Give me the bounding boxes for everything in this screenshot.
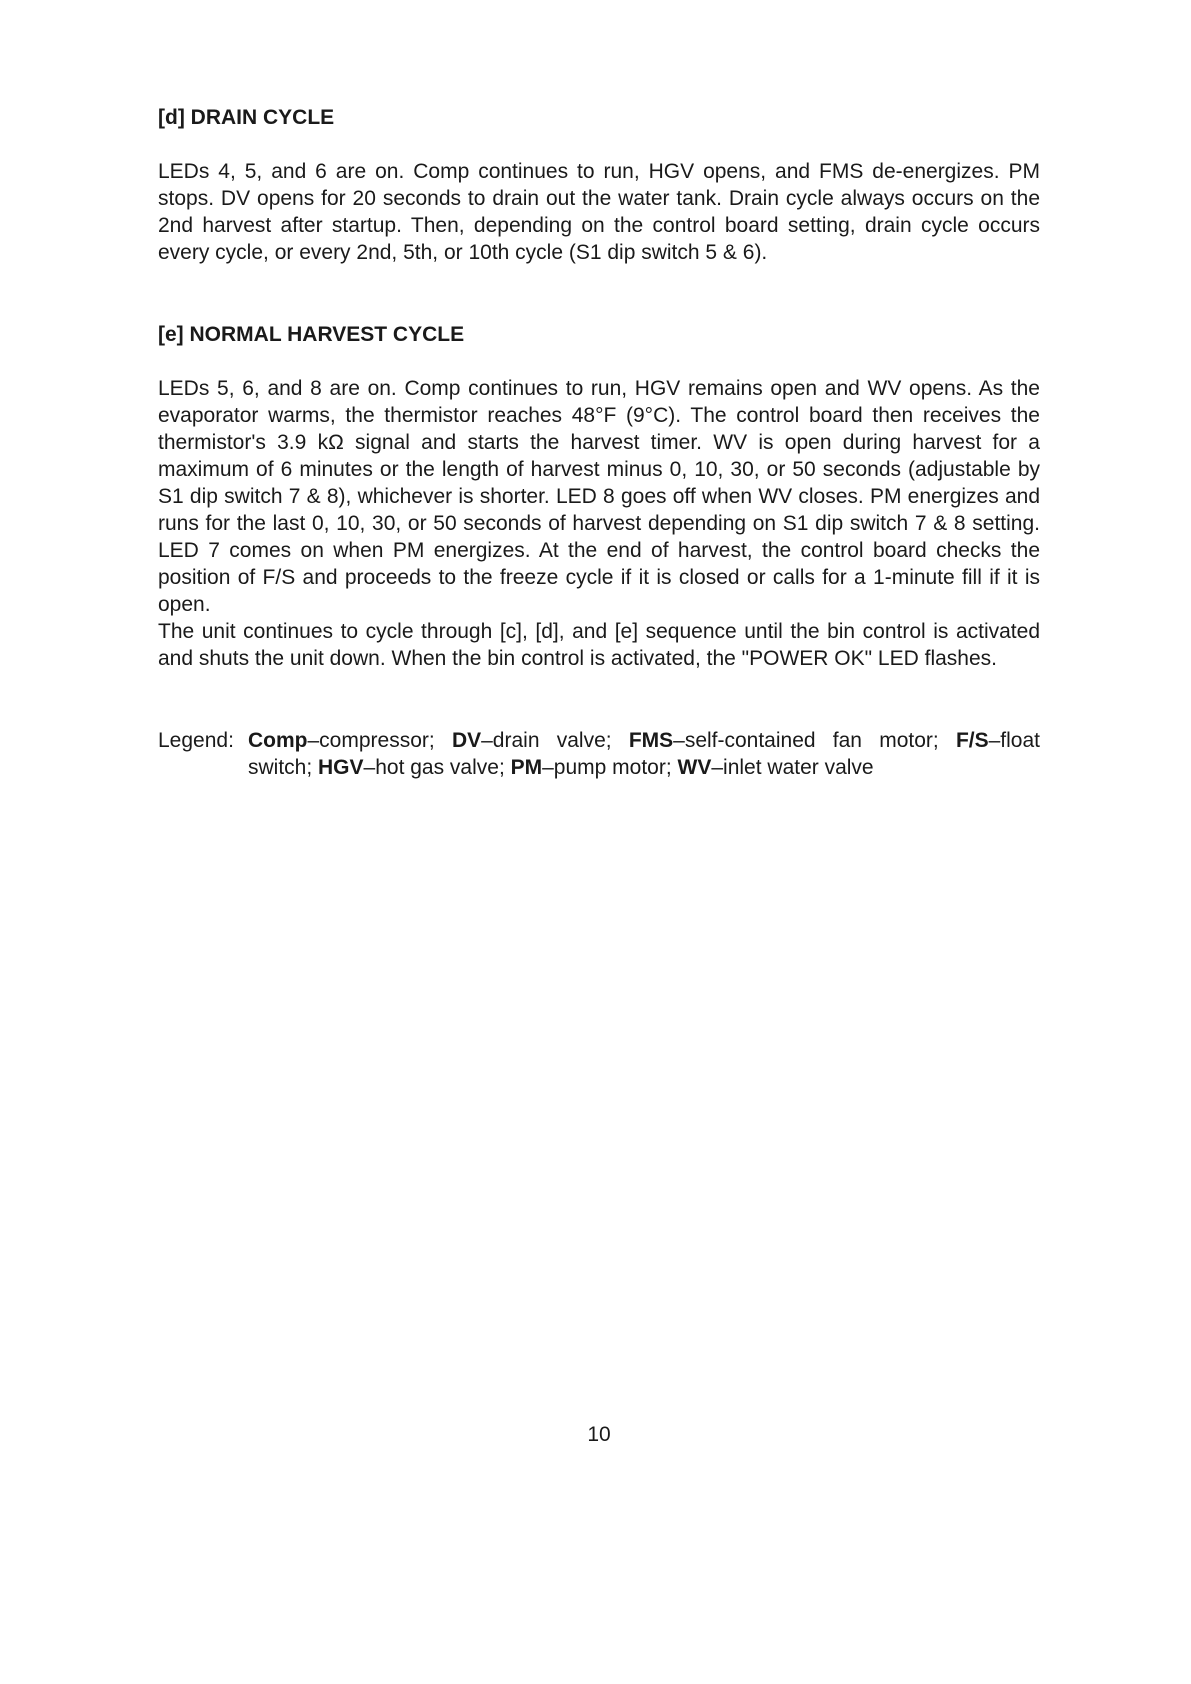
legend-desc-dv: –drain valve; (481, 729, 629, 752)
drain-cycle-paragraph: LEDs 4, 5, and 6 are on. Comp continues to run, HGV opens, and FMS de-energizes. PM stops. DV opens for 20 seconds to drain out the water tank. Drain cycle always occurs on the 2nd harvest after startup. Then, depending on the control board setting, drain cycle occurs every cycle, or every 2nd, 5th, or 10th cycle (S1 dip switch 5 & 6). (158, 160, 1040, 264)
legend-desc-fs: –float switch; (248, 729, 1040, 779)
legend-abbr-fs: F/S (955, 729, 989, 752)
document-page (158, 0, 1040, 1684)
legend-desc-wv: –inlet water valve (711, 756, 874, 779)
normal-harvest-heading: [e] NORMAL HARVEST CYCLE (158, 323, 465, 346)
legend-abbr-dv: DV (451, 729, 482, 752)
legend (158, 727, 1040, 781)
legend-abbr-hgv: HGV (318, 756, 364, 779)
legend-desc-fms: –self-contained fan motor; (673, 729, 956, 752)
normal-harvest-paragraph: LEDs 5, 6, and 8 are on. Comp continues to run, HGV remains open and WV opens. As the evaporator warms, the thermistor reaches 48°F (9°C). The control board then receives the thermistor's 3.9 kΩ signal and starts the harvest timer. WV is open during harvest for a maximum of 6 minutes or the length of harvest minus 0, 10, 30, or 50 seconds (adjustable by S1 dip switch 7 & 8), whichever is shorter. LED 8 goes off when WV closes. PM energizes and runs for the last 0, 10, 30, or 50 seconds of harvest depending on S1 dip switch 7 & 8 setting. LED 7 comes on when PM energizes. At the end of harvest, the control board checks the position of F/S and proceeds to the freeze cycle if it is closed or calls for a 1-minute fill if it is open. (158, 377, 1040, 616)
legend-label: Legend: (158, 729, 234, 752)
legend-abbr-comp: Comp (248, 729, 308, 752)
legend-abbr-pm: PM (510, 756, 543, 779)
legend-desc-pm: –pump motor; (542, 756, 678, 779)
cycle-continuation-paragraph: The unit continues to cycle through [c], [d], and [e] sequence until the bin control is activated and shuts the unit down. When the bin control is activated, the "POWER OK" LED flashes. (158, 620, 1040, 670)
legend-desc-hgv: –hot gas valve; (363, 756, 511, 779)
legend-desc-comp: –compressor; (307, 729, 452, 752)
page-number: 10 (587, 1423, 611, 1446)
legend-abbr-fms: FMS (628, 729, 674, 752)
legend-items (248, 727, 1040, 781)
legend-abbr-wv: WV (677, 756, 712, 779)
drain-cycle-heading: [d] DRAIN CYCLE (158, 106, 335, 129)
